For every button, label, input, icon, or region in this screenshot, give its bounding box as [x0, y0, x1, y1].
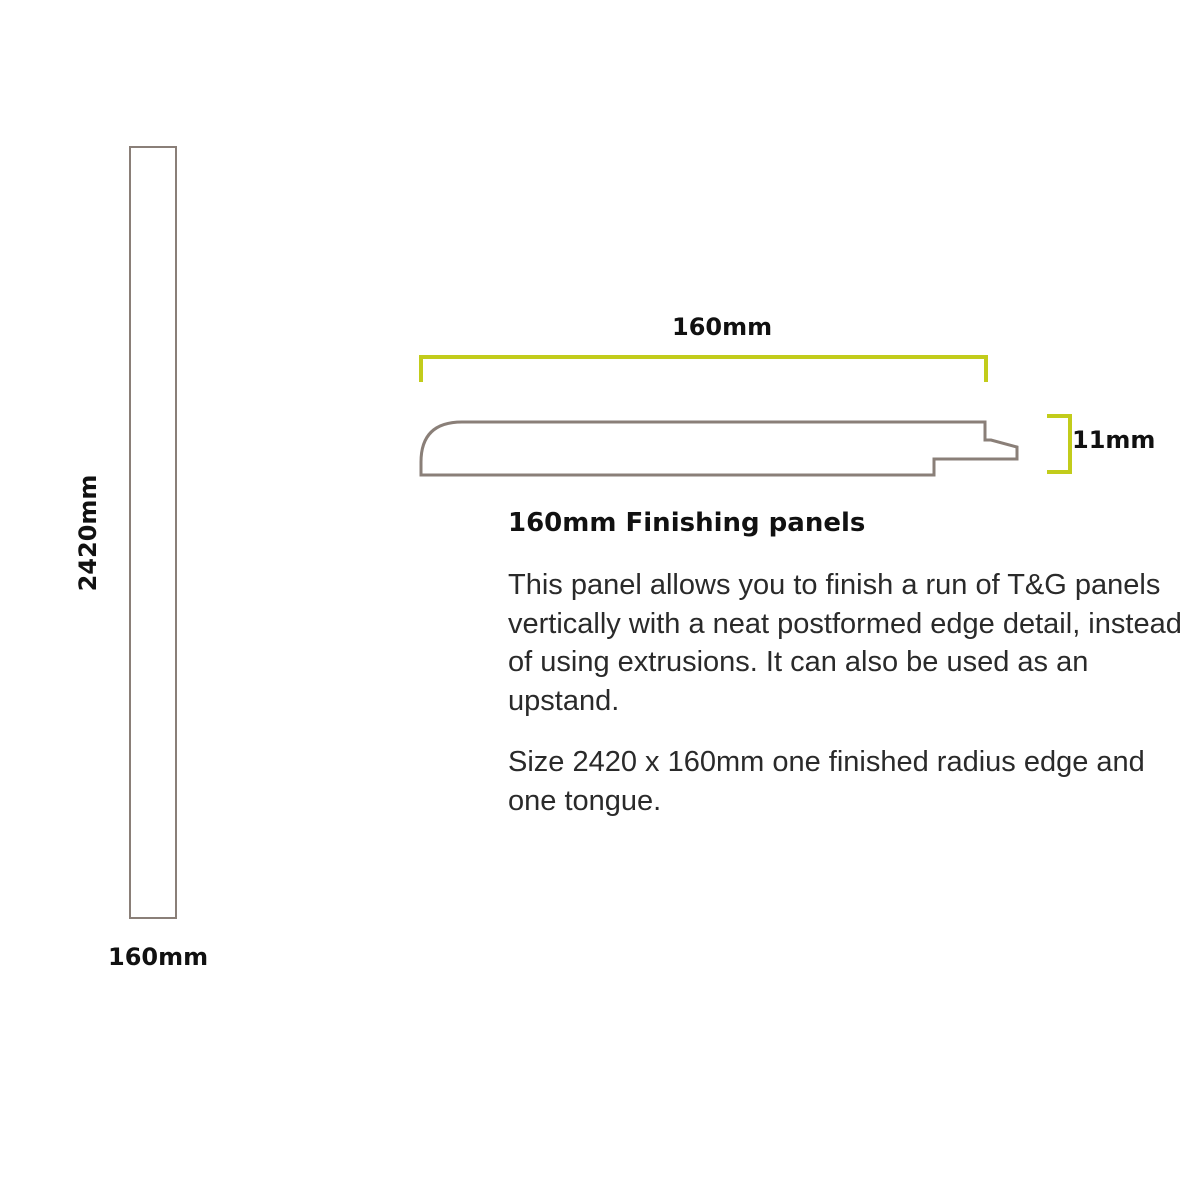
profile-thickness-label: 11mm	[1072, 426, 1156, 454]
size-paragraph: Size 2420 x 160mm one finished radius edge and one tongue.	[508, 746, 1145, 817]
panel-width-label: 160mm	[108, 943, 209, 971]
description-paragraph: This panel allows you to finish a run of T&G panels vertically with a neat postformed edge detail, instead of using extrusions. It can also be used as an upstand.	[508, 569, 1182, 717]
product-title: 160mm Finishing panels	[508, 508, 866, 538]
width-dimension-bracket	[421, 357, 986, 382]
thickness-dimension-bracket	[1047, 416, 1070, 472]
profile-width-label: 160mm	[672, 313, 773, 341]
panel-cross-section-outline	[421, 422, 1017, 475]
panel-height-label: 2420mm	[74, 474, 102, 592]
